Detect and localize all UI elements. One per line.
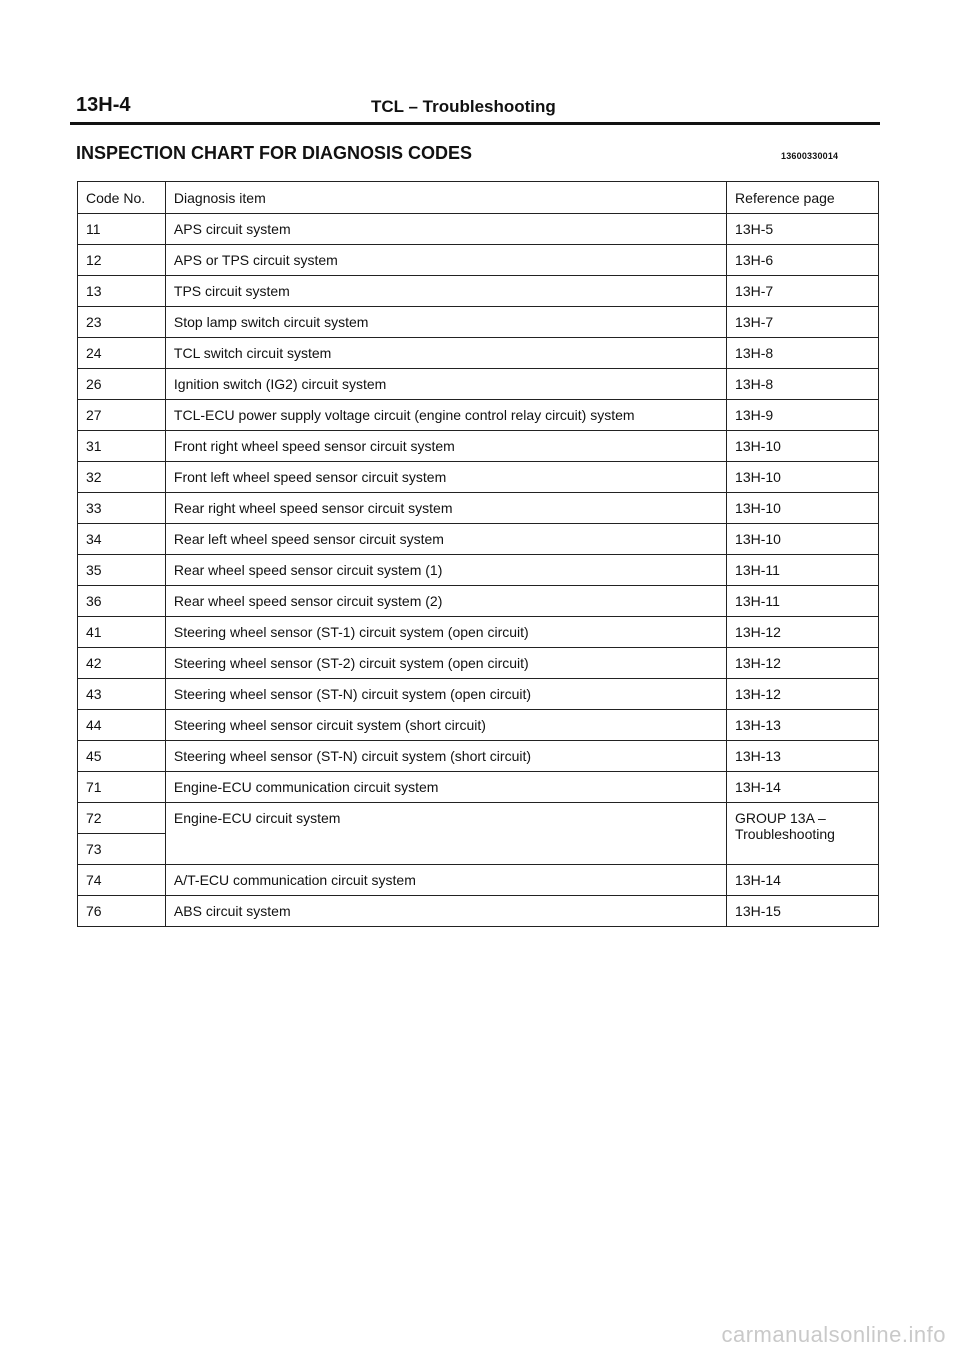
reference-page-line: GROUP 13A – [735, 810, 826, 826]
reference-page-cell: 13H-13 [727, 741, 879, 772]
diagnosis-item-cell: Rear right wheel speed sensor circuit system [165, 493, 726, 524]
section-title: INSPECTION CHART FOR DIAGNOSIS CODES [76, 143, 473, 163]
table-row [78, 245, 879, 276]
reference-page-cell: 13H-8 [727, 338, 879, 369]
diagnosis-item-cell: APS circuit system [165, 214, 726, 245]
table-body [78, 214, 879, 927]
table-row [78, 865, 879, 896]
reference-page-cell: 13H-11 [727, 555, 879, 586]
reference-page-cell: 13H-14 [727, 772, 879, 803]
table-header-row [78, 182, 879, 214]
code-cell: 43 [78, 679, 166, 710]
diagnosis-code-table [77, 181, 879, 927]
diagnosis-item-cell: Steering wheel sensor (ST-2) circuit system (open circuit) [165, 648, 726, 679]
reference-page-cell: 13H-12 [727, 679, 879, 710]
diagnosis-item-cell: TPS circuit system [165, 276, 726, 307]
reference-page-cell: 13H-9 [727, 400, 879, 431]
code-cell: 33 [78, 493, 166, 524]
table-row [78, 586, 879, 617]
reference-page-cell: 13H-13 [727, 710, 879, 741]
reference-page-cell: 13H-10 [727, 431, 879, 462]
header-rule [70, 122, 880, 125]
reference-page-cell: 13H-10 [727, 462, 879, 493]
diagnosis-item-cell: TCL switch circuit system [165, 338, 726, 369]
column-header-code: Code No. [78, 182, 166, 214]
diagnosis-item-cell: Engine-ECU circuit system [165, 803, 726, 865]
table-row [78, 803, 879, 834]
diagnosis-item-cell: Engine-ECU communication circuit system [165, 772, 726, 803]
reference-page-cell: 13H-12 [727, 617, 879, 648]
table-row [78, 710, 879, 741]
code-cell: 27 [78, 400, 166, 431]
code-cell: 26 [78, 369, 166, 400]
code-cell: 35 [78, 555, 166, 586]
page-number: 13H-4 [76, 94, 131, 116]
code-cell: 24 [78, 338, 166, 369]
code-cell: 13 [78, 276, 166, 307]
code-cell: 31 [78, 431, 166, 462]
column-header-ref: Reference page [727, 182, 879, 214]
diagnosis-item-cell: Steering wheel sensor (ST-N) circuit system (short circuit) [165, 741, 726, 772]
table-row [78, 307, 879, 338]
diagnosis-item-cell: Steering wheel sensor circuit system (short circuit) [165, 710, 726, 741]
diagnosis-item-cell: Steering wheel sensor (ST-N) circuit system (open circuit) [165, 679, 726, 710]
code-cell: 42 [78, 648, 166, 679]
code-cell: 32 [78, 462, 166, 493]
table-row [78, 617, 879, 648]
table-row [78, 431, 879, 462]
code-cell: 72 [78, 803, 166, 834]
reference-page-cell: 13H-14 [727, 865, 879, 896]
table-row [78, 462, 879, 493]
table-row [78, 679, 879, 710]
code-cell: 34 [78, 524, 166, 555]
reference-page-cell: 13H-5 [727, 214, 879, 245]
code-cell: 76 [78, 896, 166, 927]
diagnosis-item-cell: Front left wheel speed sensor circuit system [165, 462, 726, 493]
diagnosis-item-cell: Ignition switch (IG2) circuit system [165, 369, 726, 400]
watermark: carmanualsonline.info [721, 1322, 946, 1347]
code-cell: 74 [78, 865, 166, 896]
reference-page-cell [727, 803, 879, 865]
code-cell: 12 [78, 245, 166, 276]
reference-page-cell: 13H-15 [727, 896, 879, 927]
code-cell: 11 [78, 214, 166, 245]
diagnosis-item-cell: Rear wheel speed sensor circuit system (2) [165, 586, 726, 617]
diagnosis-item-cell: A/T-ECU communication circuit system [165, 865, 726, 896]
table-row [78, 772, 879, 803]
table-row [78, 741, 879, 772]
diagnosis-item-cell: Front right wheel speed sensor circuit system [165, 431, 726, 462]
table-row [78, 276, 879, 307]
diagnosis-item-cell: ABS circuit system [165, 896, 726, 927]
diagnosis-item-cell: TCL-ECU power supply voltage circuit (engine control relay circuit) system [165, 400, 726, 431]
diagnosis-item-cell: Rear wheel speed sensor circuit system (1) [165, 555, 726, 586]
diagnosis-item-cell: Rear left wheel speed sensor circuit system [165, 524, 726, 555]
diagnosis-item-cell: APS or TPS circuit system [165, 245, 726, 276]
running-title: TCL – Troubleshooting [371, 97, 556, 116]
document-code: 13600330014 [781, 151, 839, 161]
table-row [78, 400, 879, 431]
column-header-item: Diagnosis item [165, 182, 726, 214]
page-header [76, 92, 880, 122]
code-cell: 71 [78, 772, 166, 803]
code-cell: 23 [78, 307, 166, 338]
reference-page-cell: 13H-8 [727, 369, 879, 400]
reference-page-cell: 13H-10 [727, 524, 879, 555]
code-cell: 36 [78, 586, 166, 617]
table-row [78, 896, 879, 927]
table-row [78, 214, 879, 245]
table-row [78, 493, 879, 524]
reference-page-cell: 13H-6 [727, 245, 879, 276]
reference-page-cell: 13H-7 [727, 307, 879, 338]
reference-page-line: Troubleshooting [735, 826, 835, 842]
table-row [78, 524, 879, 555]
diagnosis-item-cell: Stop lamp switch circuit system [165, 307, 726, 338]
table-row [78, 648, 879, 679]
table-row [78, 369, 879, 400]
code-cell: 45 [78, 741, 166, 772]
reference-page-cell: 13H-12 [727, 648, 879, 679]
reference-page-cell: 13H-7 [727, 276, 879, 307]
reference-page-cell: 13H-11 [727, 586, 879, 617]
table-row [78, 338, 879, 369]
code-cell: 44 [78, 710, 166, 741]
reference-page-cell: 13H-10 [727, 493, 879, 524]
diagnosis-item-cell: Steering wheel sensor (ST-1) circuit system (open circuit) [165, 617, 726, 648]
code-cell: 73 [78, 834, 166, 865]
code-cell: 41 [78, 617, 166, 648]
table-row [78, 555, 879, 586]
